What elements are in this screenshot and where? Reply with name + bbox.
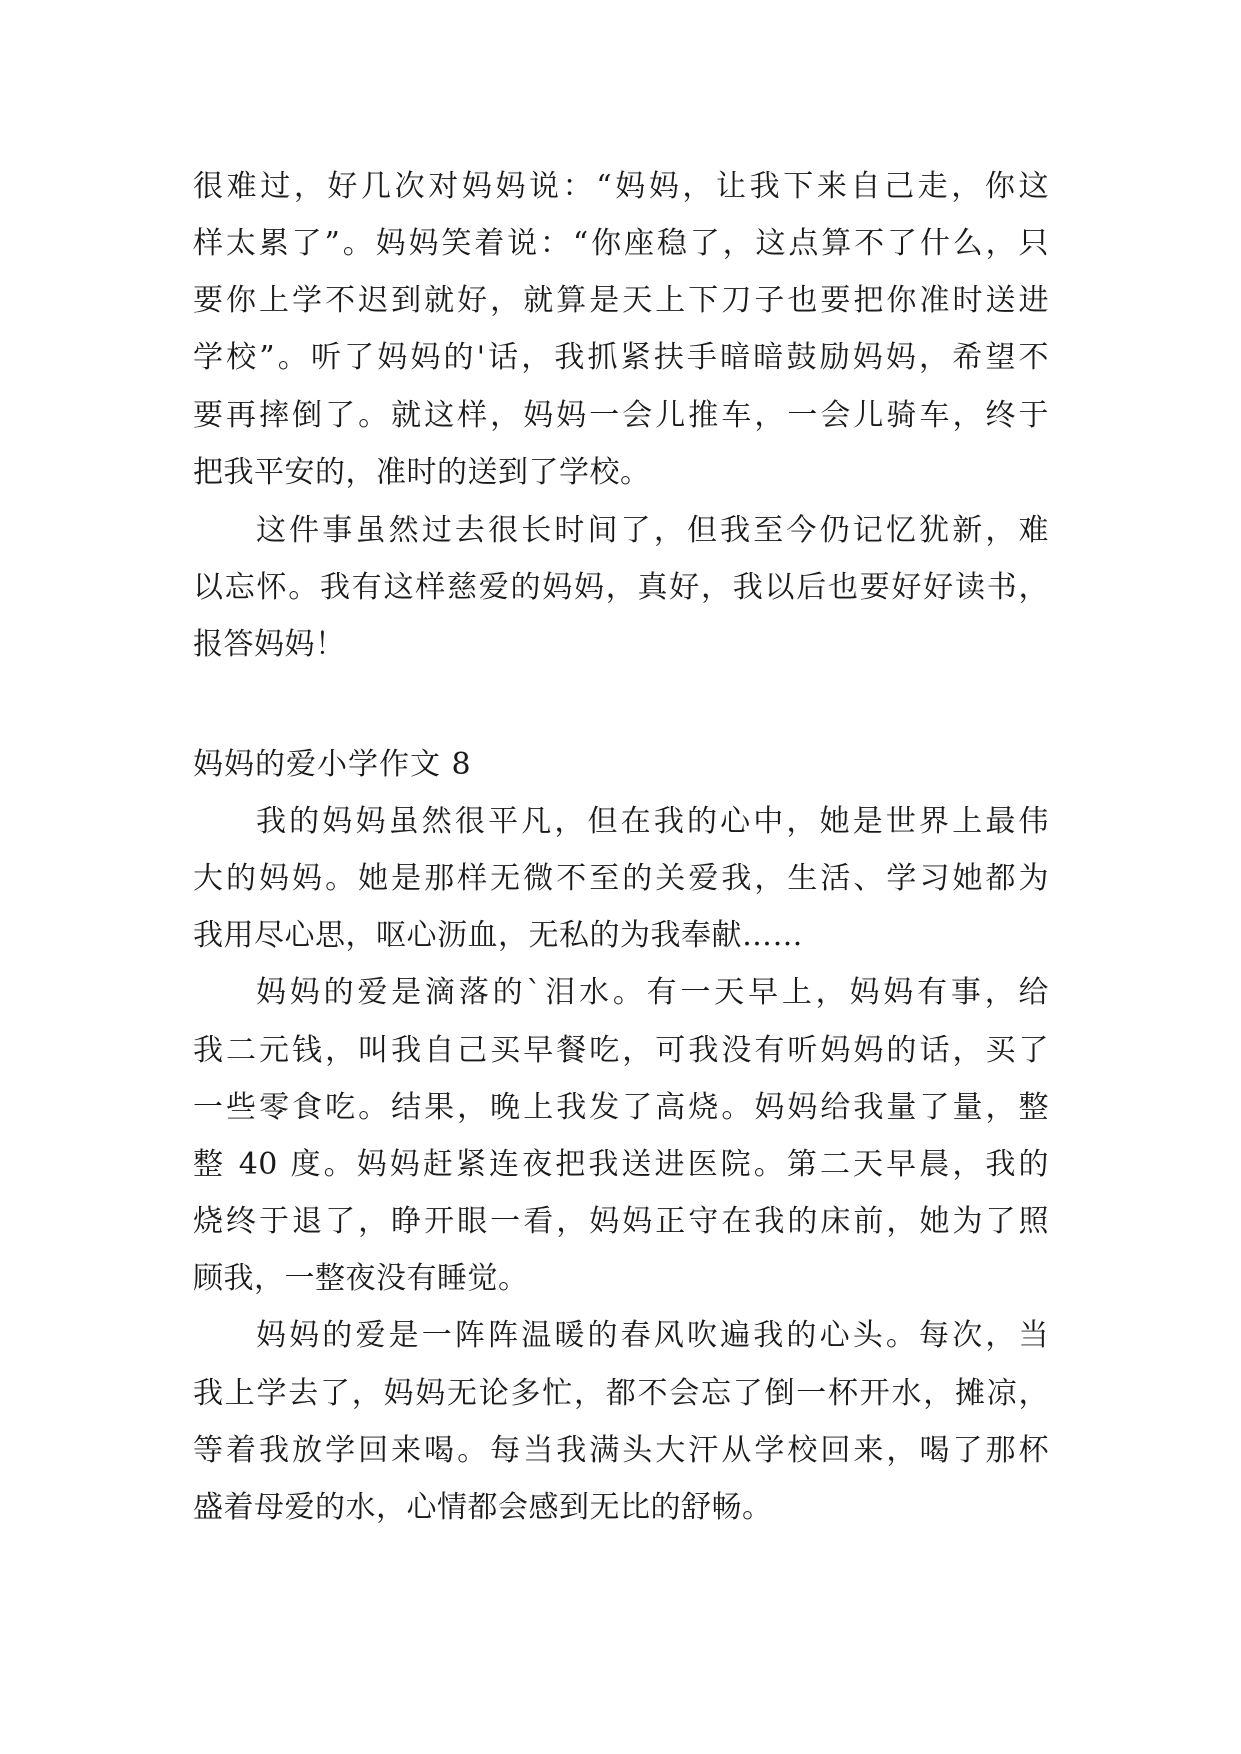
text-line: 整 40 度。妈妈赶紧连夜把我送进医院。第二天早晨，我的 bbox=[193, 1147, 1049, 1182]
text-line: 这件事虽然过去很长时间了，但我至今仍记忆犹新，难 bbox=[256, 513, 1049, 548]
text-line: 样太累了”。妈妈笑着说：“你座稳了，这点算不了什么，只 bbox=[193, 226, 1049, 261]
text-line: 我的妈妈虽然很平凡，但在我的心中，她是世界上最伟 bbox=[256, 804, 1049, 839]
text-line: 以忘怀。我有这样慈爱的妈妈，真好，我以后也要好好读书， bbox=[193, 570, 1049, 605]
text-line: 大的妈妈。她是那样无微不至的关爱我，生活、学习她都为 bbox=[193, 861, 1049, 896]
text-line: 很难过，好几次对妈妈说：“妈妈，让我下来自己走，你这 bbox=[193, 169, 1049, 204]
text-line: 顾我，一整夜没有睡觉。 bbox=[193, 1261, 529, 1296]
text-line: 我用尽心思，呕心沥血，无私的为我奉献…… bbox=[193, 918, 803, 953]
text-line: 烧终于退了，睁开眼一看，妈妈正守在我的床前，她为了照 bbox=[193, 1204, 1049, 1239]
section-title: 妈妈的爱小学作文 8 bbox=[193, 747, 472, 782]
text-line: 我上学去了，妈妈无论多忙，都不会忘了倒一杯开水，摊凉， bbox=[193, 1376, 1049, 1411]
text-line: 一些零食吃。结果，晚上我发了高烧。妈妈给我量了量，整 bbox=[193, 1090, 1049, 1125]
text-line: 把我平安的，准时的送到了学校。 bbox=[193, 455, 651, 490]
text-line: 等着我放学回来喝。每当我满头大汗从学校回来，喝了那杯 bbox=[193, 1433, 1049, 1468]
text-line: 要再摔倒了。就这样，妈妈一会儿推车，一会儿骑车，终于 bbox=[193, 398, 1049, 433]
text-line: 妈妈的爱是一阵阵温暖的春风吹遍我的心头。每次，当 bbox=[256, 1318, 1049, 1353]
text-line: 要你上学不迟到就好，就算是天上下刀子也要把你准时送进 bbox=[193, 283, 1049, 318]
text-line: 盛着母爱的水，心情都会感到无比的舒畅。 bbox=[193, 1490, 773, 1525]
text-line: 妈妈的爱是滴落的`泪水。有一天早上，妈妈有事，给 bbox=[256, 975, 1049, 1010]
text-line: 我二元钱，叫我自己买早餐吃，可我没有听妈妈的话，买了 bbox=[193, 1033, 1049, 1068]
text-line: 学校”。听了妈妈的'话，我抓紧扶手暗暗鼓励妈妈，希望不 bbox=[193, 340, 1049, 375]
text-line: 报答妈妈！ bbox=[193, 627, 346, 662]
